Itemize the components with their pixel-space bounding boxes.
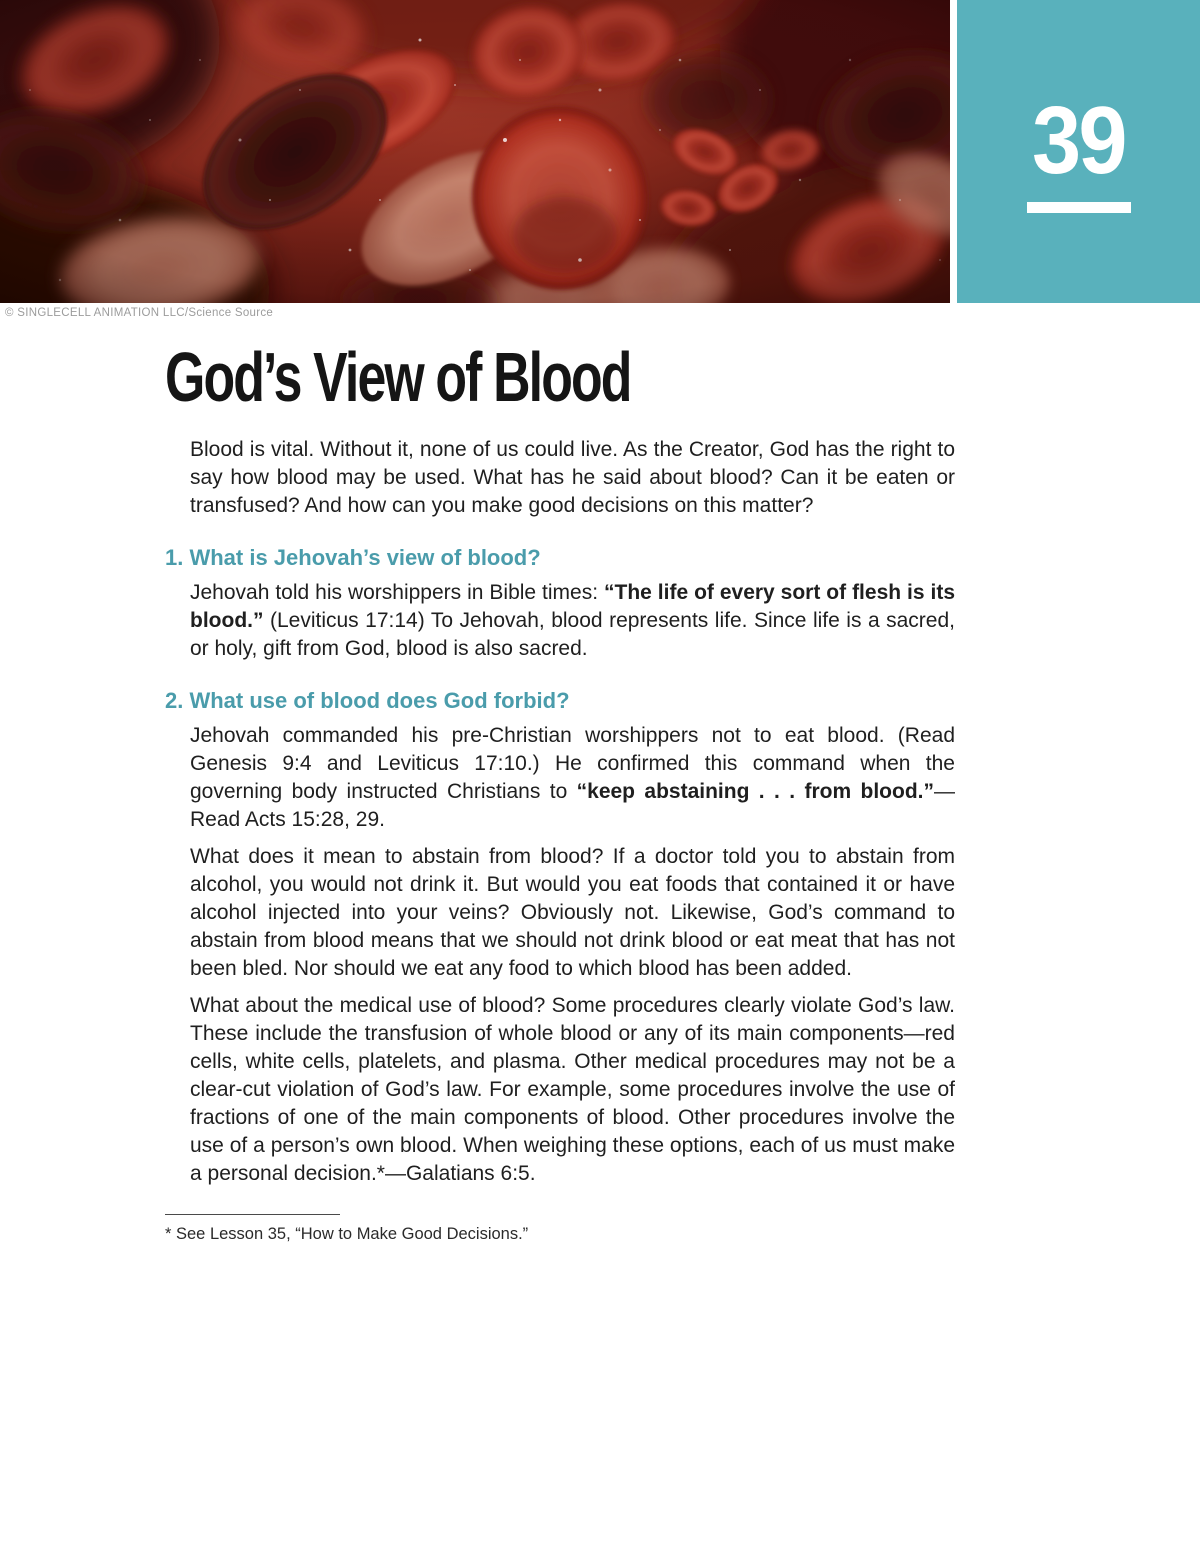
- text-segment: Jehovah commanded his pre-Christian worshippers not to eat blood. (Read Genesis 9:4 and Leviticus 17:10.) He confirmed this command when the governing body instructed Christians to: [190, 724, 955, 803]
- text-segment: Jehovah told his worshippers in Bible times:: [190, 581, 604, 604]
- footnote: * See Lesson 35, “How to Make Good Decisions.”: [165, 1225, 529, 1243]
- question-heading-2: 2. What use of blood does God forbid?: [165, 688, 570, 713]
- text-segment: (Leviticus 17:14) To Jehovah, blood represents life. Since life is a sacred, or holy, gift from God, blood is also sacred.: [190, 609, 955, 660]
- image-credit: © SINGLECELL ANIMATION LLC/Science Source: [5, 307, 274, 319]
- text-segment: —Read Acts 15:28, 29.: [190, 780, 955, 831]
- hero-image: [0, 0, 950, 303]
- lesson-number-underline: [1027, 202, 1131, 213]
- question-heading-1: 1. What is Jehovah’s view of blood?: [165, 545, 541, 570]
- blood-cells-illustration: [0, 0, 950, 303]
- lesson-number: 39: [1032, 87, 1125, 195]
- lesson-number-badge: [957, 0, 1200, 303]
- text-segment: “keep abstaining . . . from blood.”: [576, 780, 934, 803]
- article: [0, 338, 955, 1245]
- hero-row: [0, 0, 1200, 303]
- intro-paragraph: Blood is vital. Without it, none of us could live. As the Creator, God has the right to say how blood may be used. What has he said about blood? Can it be eaten or transfused? And how can you make good decisions on this matter?: [190, 438, 955, 517]
- paragraph: [190, 722, 955, 834]
- text-segment: What about the medical use of blood? Some procedures clearly violate God’s law. These include the transfusion of whole blood or any of its main components—red cells, white cells, platelets, and plasma. Other medical procedures may not be a clear-cut violation of God’s law. For example, some procedures involve the use of fractions of one of the main components of blood. Other procedures involve the use of a person’s own blood. When weighing these options, each of us must make a personal decision.*—Galatians 6:5.: [190, 994, 955, 1185]
- page-title: God’s View of Blood: [165, 338, 631, 416]
- text-segment: “The life of every sort of flesh is its blood.”: [190, 581, 955, 632]
- paragraph: [190, 579, 955, 663]
- footnote-rule: [165, 1214, 340, 1215]
- text-segment: What does it mean to abstain from blood? If a doctor told you to abstain from alcohol, you would not drink it. But would you eat foods that contained it or have alcohol injected into your veins? Obviously not. Likewise, God’s command to abstain from blood means that we should not drink blood or eat meat that has not been bled. Nor should we eat any food to which blood has been added.: [190, 845, 955, 980]
- paragraph: [190, 992, 955, 1188]
- sections-container: [165, 545, 955, 1188]
- paragraph: [190, 843, 955, 983]
